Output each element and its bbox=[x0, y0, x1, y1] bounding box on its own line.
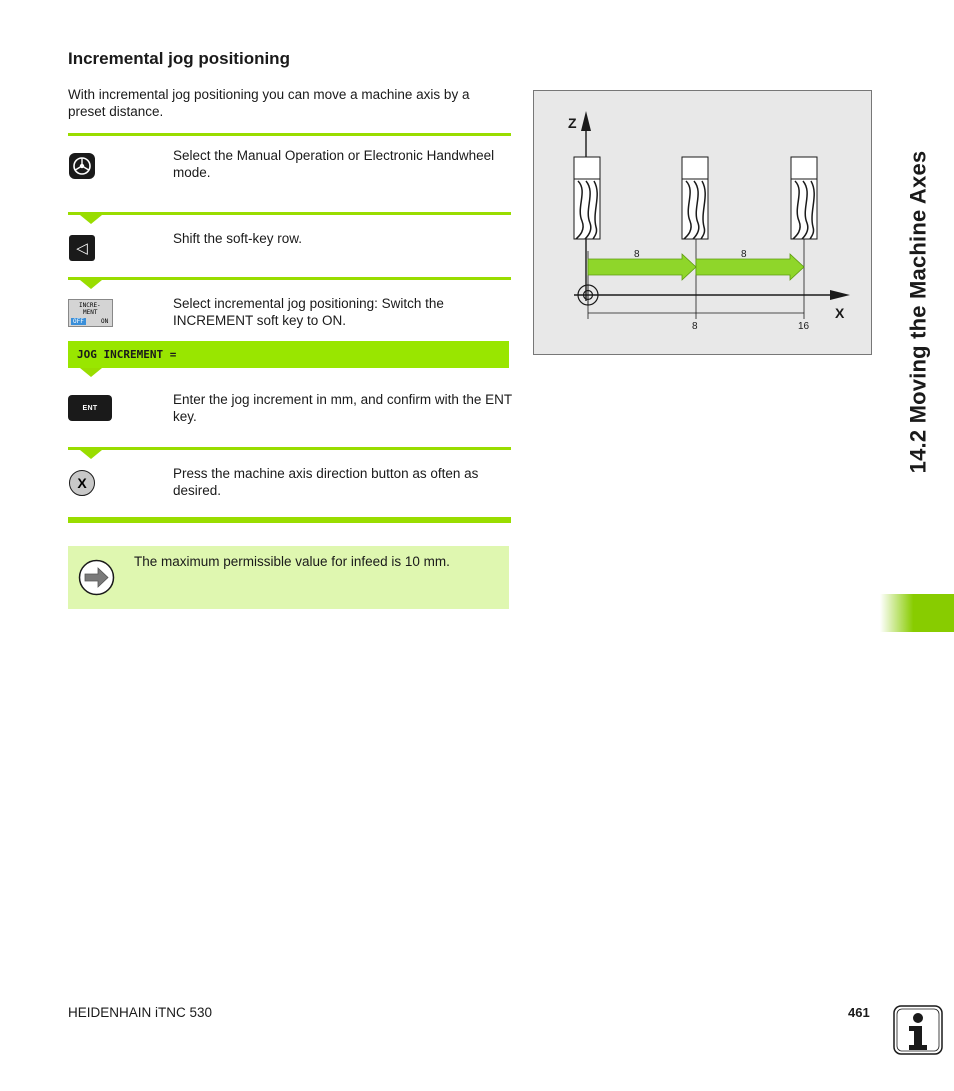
chapter-tab bbox=[880, 594, 954, 632]
position-label-2: 16 bbox=[798, 321, 810, 332]
softkey-line2: MENT bbox=[83, 309, 98, 316]
step-divider bbox=[68, 212, 511, 215]
step-notch bbox=[80, 368, 102, 377]
step-notch bbox=[80, 280, 102, 289]
x-axis-direction-key[interactable] bbox=[69, 470, 95, 496]
step-notch bbox=[80, 450, 102, 459]
increment-softkey[interactable] bbox=[68, 299, 113, 327]
increment-arrow-2 bbox=[696, 254, 804, 280]
jog-figure bbox=[533, 90, 872, 355]
ent-key[interactable] bbox=[68, 395, 112, 421]
shift-softkey-row-key[interactable] bbox=[69, 235, 95, 261]
chapter-side-title bbox=[896, 52, 940, 572]
axis-x-label: X bbox=[835, 305, 845, 321]
step-text-5: Press the machine axis direction button as often as desired. bbox=[173, 466, 479, 498]
softkey-line1: INCRE- bbox=[79, 302, 101, 309]
info-icon bbox=[893, 1005, 943, 1055]
increment-label-1: 8 bbox=[634, 249, 640, 260]
handwheel-icon bbox=[71, 155, 93, 177]
x-key-label: X bbox=[77, 475, 87, 491]
step-text-3: Select incremental jog positioning: Switch the INCREMENT soft key to ON. bbox=[173, 296, 444, 328]
chapter-title-text: 14.2 Moving the Machine Axes bbox=[905, 150, 930, 474]
steps-end-bar bbox=[68, 517, 511, 523]
increment-label-2: 8 bbox=[741, 249, 747, 260]
step-divider bbox=[68, 133, 511, 136]
note-box bbox=[68, 546, 509, 609]
step-text-1: Select the Manual Operation or Electronic Handwheel mode. bbox=[173, 148, 495, 180]
end-mill-1 bbox=[574, 157, 600, 239]
step-text-2: Shift the soft-key row. bbox=[173, 231, 303, 246]
step-text-4: Enter the jog increment in mm, and confirm with the ENT key. bbox=[173, 392, 512, 424]
end-mill-3 bbox=[791, 157, 817, 239]
softkey-on: ON bbox=[101, 318, 109, 325]
softkey-off: OFF bbox=[73, 318, 84, 325]
position-label-1: 8 bbox=[692, 321, 698, 332]
intro-text: With incremental jog positioning you can move a machine axis by a preset distance. bbox=[68, 87, 470, 119]
end-mill-2 bbox=[682, 157, 708, 239]
handwheel-key[interactable] bbox=[69, 153, 95, 179]
footer-product: HEIDENHAIN iTNC 530 bbox=[68, 1005, 213, 1020]
triangle-left-icon: ◁ bbox=[76, 240, 88, 257]
step-notch bbox=[80, 215, 102, 224]
section-heading: Incremental jog positioning bbox=[68, 49, 290, 68]
note-text: The maximum permissible value for infeed is 10 mm. bbox=[134, 554, 450, 569]
ent-key-label: ENT bbox=[82, 404, 98, 412]
step-divider bbox=[68, 277, 511, 280]
jog-diagram bbox=[534, 91, 871, 354]
increment-arrow-1 bbox=[588, 254, 696, 280]
arrow-right-icon bbox=[78, 559, 115, 596]
page-number: 461 bbox=[848, 1005, 870, 1020]
axis-z-label: Z bbox=[568, 115, 577, 131]
step-divider bbox=[68, 447, 511, 450]
jog-increment-prompt: JOG INCREMENT = bbox=[68, 341, 509, 368]
